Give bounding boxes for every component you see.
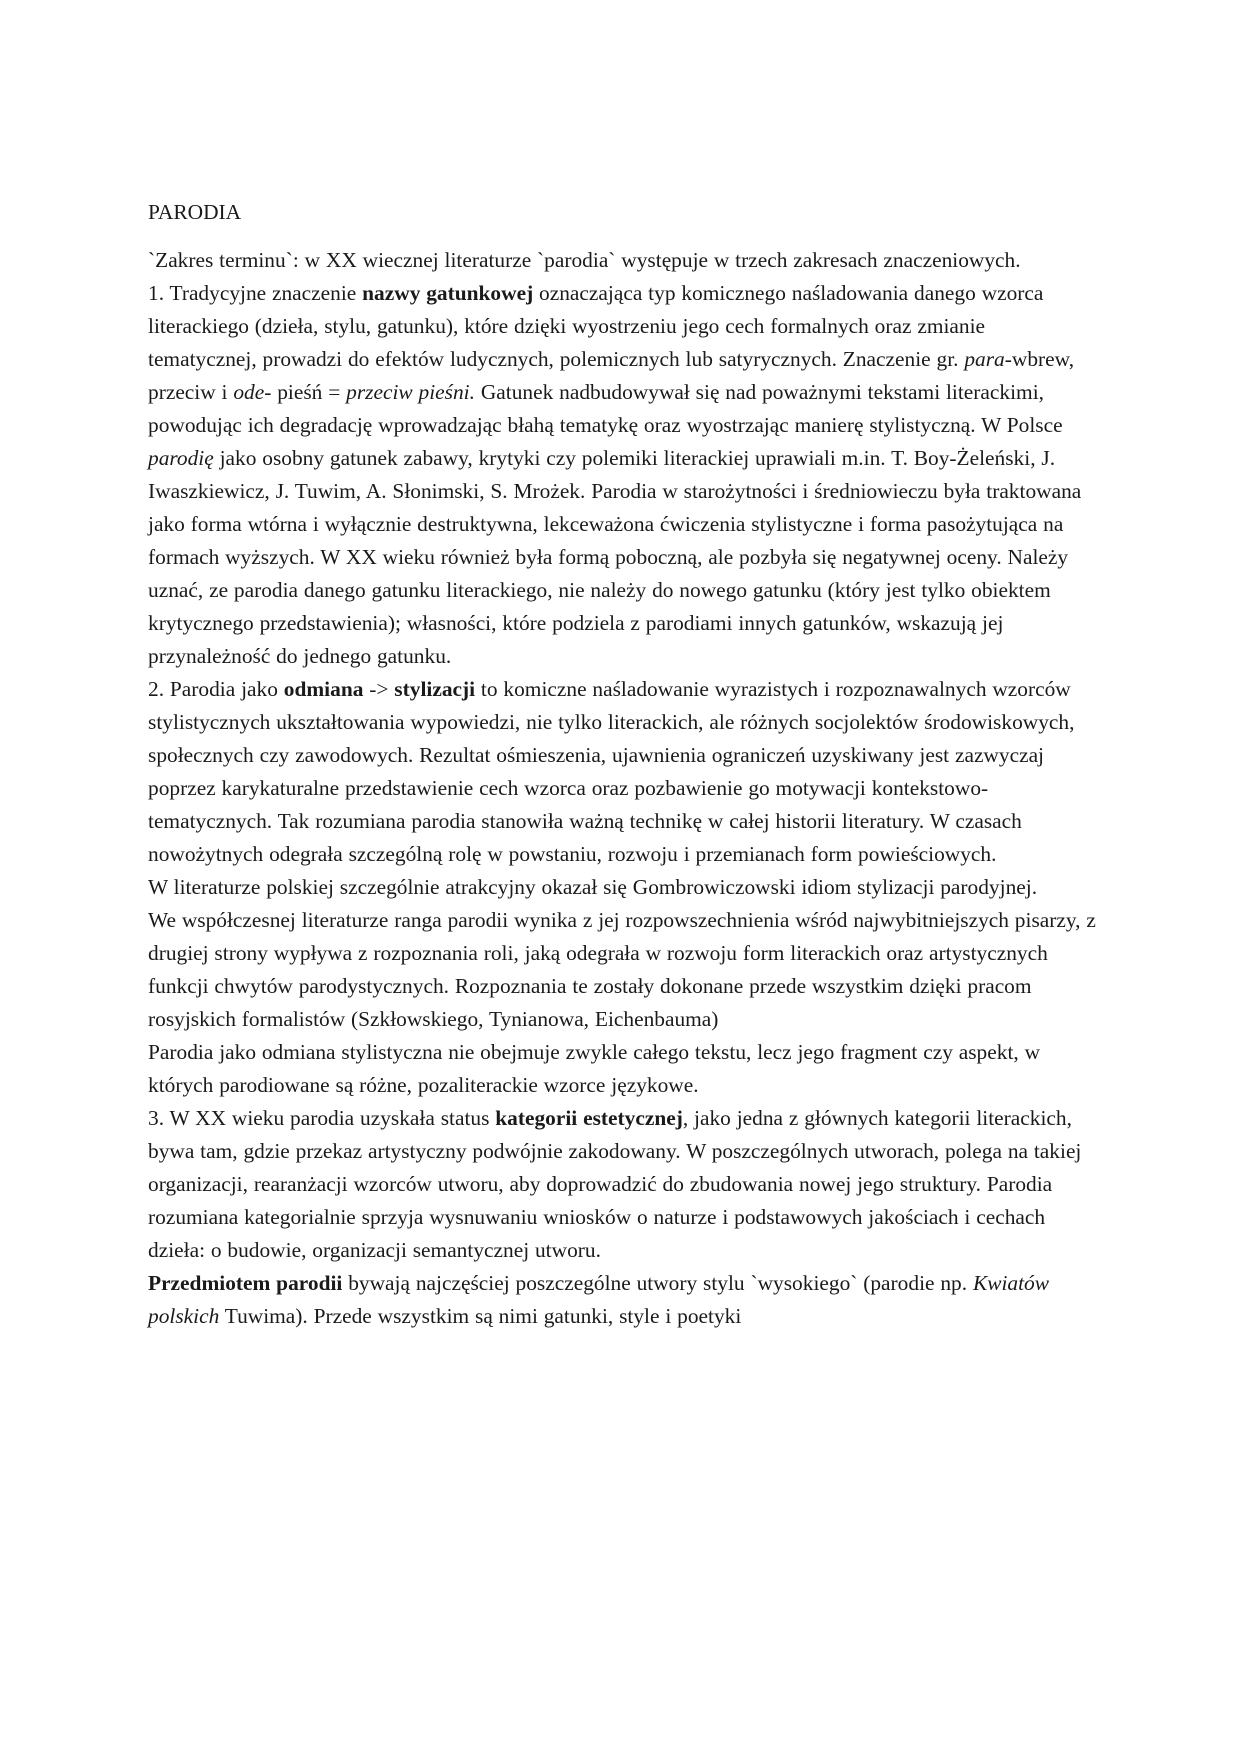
paragraph <box>148 871 1096 904</box>
text-run: Tuwima). Przede wszystkim są nimi gatunki, style i poetyki <box>219 1304 742 1328</box>
text-run: Parodia jako odmiana stylistyczna nie obejmuje zwykle całego tekstu, lecz jego fragment czy aspekt, w których parodiowane są różne, pozaliterackie wzorce językowe. <box>148 1040 1041 1097</box>
text-run: Gatunek nadbudowywał się nad poważnymi tekstami literackimi, powodując ich degradację wprowadzając błahą tematykę oraz wyostrzając manierę stylistyczną. W Polsce <box>148 380 1063 437</box>
bold-text: nazwy gatunkowej <box>362 281 534 305</box>
paragraph <box>148 673 1096 871</box>
text-run: W literaturze polskiej szczególnie atrakcyjny okazał się Gombrowiczowski idiom stylizacji parodyjnej. <box>148 875 1038 899</box>
bold-text: Przedmiotem parodii <box>148 1271 343 1295</box>
paragraph <box>148 1102 1096 1267</box>
text-run: jako osobny gatunek zabawy, krytyki czy polemiki literackiej uprawiali m.in. T. Boy-Żeleński, J. Iwaszkiewicz, J. Tuwim, A. Słonimski, S. Mrożek. Parodia w starożytności i średniowieczu była traktowana jako forma wtórna i wyłącznie destruktywna, lekceważona ćwiczenia stylistyczne i forma pasożytująca na formach wyższych. W XX wieku również była formą poboczną, ale pozbyła się negatywnej oceny. Należy uznać, ze parodia danego gatunku literackiego, nie należy do nowego gatunku (który jest tylko obiektem krytycznego przedstawienia); własności, które podziela z parodiami innych gatunków, wskazują jej przynależność do jednego gatunku. <box>148 446 1082 668</box>
text-run: oznaczająca typ komicznego naśladowania danego wzorca literackiego (dzieła, stylu, gatunku), które dzięki wyostrzeniu jego cech formalnych oraz zmianie tematycznej, prowadzi do efektów ludycznych, polemicznych lub satyrycznych. Znaczenie gr. <box>148 281 1044 371</box>
text-run: -> <box>363 677 395 701</box>
italic-text: parodię <box>148 446 214 470</box>
italic-text: przeciw pieśni. <box>346 380 475 404</box>
text-run: , jako jedna z głównych kategorii literackich, bywa tam, gdzie przekaz artystyczny podwójnie zakodowany. W poszczególnych utworach, polega na takiej organizacji, rearanżacji wzorców utworu, aby doprowadzić do zbudowania nowej jego struktury. Parodia rozumiana kategorialnie sprzyja wysnuwaniu wniosków o naturze i podstawowych jakościach i cechach dzieła: o budowie, organizacji semantycznej utworu. <box>148 1106 1082 1262</box>
text-run: `Zakres terminu`: w XX wiecznej literaturze `parodia` występuje w trzech zakresach znaczeniowych. <box>148 248 1021 272</box>
text-run: 1. Tradycyjne znaczenie <box>148 281 363 305</box>
paragraph <box>148 904 1096 1036</box>
paragraph <box>148 277 1096 673</box>
text-run: 2. Parodia jako <box>148 677 284 701</box>
text-run: We współczesnej literaturze ranga parodii wynika z jej rozpowszechnienia wśród najwybitniejszych pisarzy, z drugiej strony wypływa z rozpoznania roli, jaką odegrała w rozwoju form literackich oraz artystycznych funkcji chwytów parodystycznych. Rozpoznania te zostały dokonane przede wszystkim dzięki pracom rosyjskich formalistów (Szkłowskiego, Tynianowa, Eichenbauma) <box>148 908 1096 1031</box>
paragraph <box>148 1036 1096 1102</box>
bold-text: stylizacji <box>394 677 476 701</box>
document-body <box>148 196 1096 1333</box>
text-run: pieśń = <box>271 380 347 404</box>
text-run: bywają najczęściej poszczególne utwory stylu `wysokiego` (parodie np. <box>342 1271 973 1295</box>
bold-text: odmiana <box>283 677 364 701</box>
text-run: 3. W XX wieku parodia uzyskała status <box>148 1106 496 1130</box>
text-run: -wbrew, przeciw i <box>148 347 1075 404</box>
paragraph <box>148 244 1096 277</box>
italic-text: Kwiatów polskich <box>148 1271 1050 1328</box>
italic-text: para <box>964 347 1005 371</box>
text-run: to komiczne naśladowanie wyrazistych i rozpoznawalnych wzorców stylistycznych ukształtowania wypowiedzi, nie tylko literackich, ale różnych socjolektów środowiskowych, społecznych czy zawodowych. Rezultat ośmieszenia, ujawnienia ograniczeń uzyskiwany jest zazwyczaj poprzez karykaturalne przedstawienie cech wzorca oraz pozbawienie go motywacji kontekstowo-tematycznych. Tak rozumiana parodia stanowiła ważną technikę w całej historii literatury. W czasach nowożytnych odegrała szczególną rolę w powstaniu, rozwoju i przemianach form powieściowych. <box>148 677 1075 866</box>
bold-text: kategorii estetycznej <box>495 1106 683 1130</box>
italic-text: ode- <box>233 380 272 404</box>
paragraph <box>148 1267 1096 1333</box>
page-title: PARODIA <box>148 200 242 224</box>
